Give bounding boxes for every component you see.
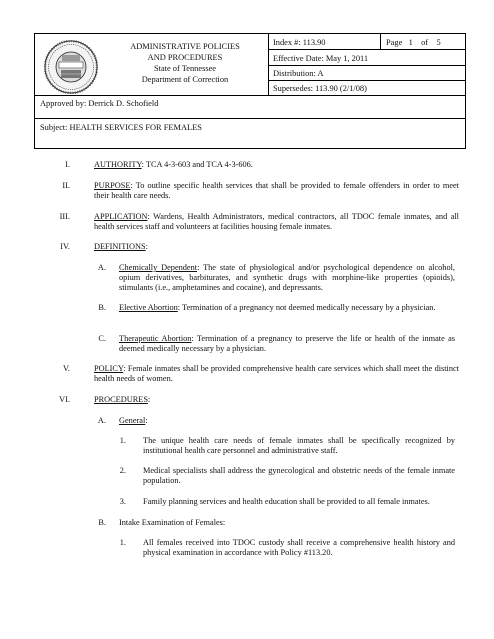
item-letter: C. <box>98 334 106 343</box>
header-divider <box>268 80 465 81</box>
item-number: 2. <box>119 466 126 475</box>
distribution: Distribution: A <box>273 69 324 78</box>
approved-by: Approved by: Derrick D. Schofield <box>40 99 159 108</box>
page-indicator <box>386 37 441 48</box>
definition-term: Therapeutic Abortion <box>119 334 192 343</box>
page-label: Page <box>386 38 403 47</box>
subsection-heading: Intake Examination of Females: <box>119 518 226 527</box>
header-divider <box>35 118 465 119</box>
section-body: : Female inmates shall be provided comprehensive health care services which shall meet the distinct health needs of women. <box>94 364 459 384</box>
index-number: Index #: 113.90 <box>273 38 326 47</box>
item-letter: A. <box>97 263 106 272</box>
section-number: VI. <box>59 395 70 404</box>
item-text <box>119 263 455 294</box>
header-divider <box>380 34 381 49</box>
definition-body: : Termination of a pregnancy to preserve the life or health of the inmate as deemed medically necessary by a physician. <box>119 334 455 354</box>
item-text <box>119 334 455 354</box>
item-letter: B. <box>98 303 106 312</box>
header-divider <box>268 49 465 50</box>
page-current: 1 <box>408 38 413 47</box>
org-line: Department of Correction <box>141 75 229 84</box>
section-text <box>94 181 459 201</box>
page-total: 5 <box>436 38 441 47</box>
tennessee-state-seal-icon <box>44 40 98 94</box>
section-heading: AUTHORITY <box>94 160 142 169</box>
subsection-suffix: : <box>145 416 148 425</box>
section-number: I. <box>65 160 70 169</box>
section-text <box>94 160 454 170</box>
definition-term: Elective Abortion <box>119 303 178 312</box>
section-number: V. <box>63 364 70 373</box>
section-text <box>94 395 454 405</box>
section-body: : <box>147 395 151 404</box>
item-number: 3. <box>119 497 126 506</box>
organization-title <box>105 41 265 85</box>
section-number: IV. <box>60 242 70 251</box>
effective-date: Effective Date: May 1, 2011 <box>273 54 369 63</box>
section-text <box>94 212 459 232</box>
section-body: : <box>145 242 148 251</box>
item-text: Family planning services and health education shall be provided to all female inmates. <box>143 497 430 506</box>
section-number: II. <box>62 181 70 190</box>
item-number: 1. <box>119 436 126 445</box>
section-heading: PURPOSE <box>94 181 131 190</box>
section-body: : Wardens, Health Administrators, medical contractors, all TDOC female inmates, and all health services staff and volunteers at facilities housing female inmates. <box>94 212 459 232</box>
org-line: AND PROCEDURES <box>147 53 223 62</box>
subject-line: Subject: HEALTH SERVICES FOR FEMALES <box>40 123 202 132</box>
policy-header-table <box>34 33 466 149</box>
section-heading: DEFINITIONS <box>94 242 146 251</box>
header-divider <box>35 95 465 96</box>
item-text: All females received into TDOC custody shall receive a comprehensive health history and physical examination in accordance with Policy #113.20. <box>143 538 455 558</box>
header-divider <box>268 65 465 66</box>
org-line: State of Tennessee <box>153 64 217 73</box>
section-number: III. <box>59 212 70 221</box>
supersedes: Supersedes: 113.90 (2/1/08) <box>273 84 367 93</box>
item-letter: B. <box>98 518 106 527</box>
definition-body: : Termination of a pregnancy not deemed medically necessary by a physician. <box>177 303 436 312</box>
section-heading: PROCEDURES <box>94 395 148 404</box>
page-of: of <box>421 38 429 47</box>
section-heading: APPLICATION <box>94 212 148 221</box>
section-body: : TCA 4-3-603 and TCA 4-3-606. <box>141 160 253 169</box>
section-text <box>94 242 454 252</box>
item-text: The unique health care needs of female inmates shall be specifically recognized by institutional health care personnel and administrative staff. <box>143 436 455 456</box>
item-letter: A. <box>97 416 106 425</box>
item-text <box>119 303 455 313</box>
org-line: ADMINISTRATIVE POLICIES <box>130 42 240 51</box>
item-text <box>119 416 455 426</box>
item-number: 1. <box>119 538 126 547</box>
section-body: : To outline specific health services that shall be provided to female offenders in order to meet their health care needs. <box>94 181 459 201</box>
item-text: Medical specialists shall address the gynecological and obstetric needs of the female inmate population. <box>143 466 455 486</box>
definition-term: Chemically Dependent <box>119 263 198 272</box>
subsection-heading: General <box>119 416 146 425</box>
section-text <box>94 364 459 384</box>
section-heading: POLICY <box>94 364 124 373</box>
definition-body: : The state of physiological and/or psychological dependence on alcohol, opium derivatives, barbiturates, and synthetic drugs with morphine-like properties (opioids), stimulants (i.e., amphetamines and cocaine), and depressants. <box>119 263 455 293</box>
